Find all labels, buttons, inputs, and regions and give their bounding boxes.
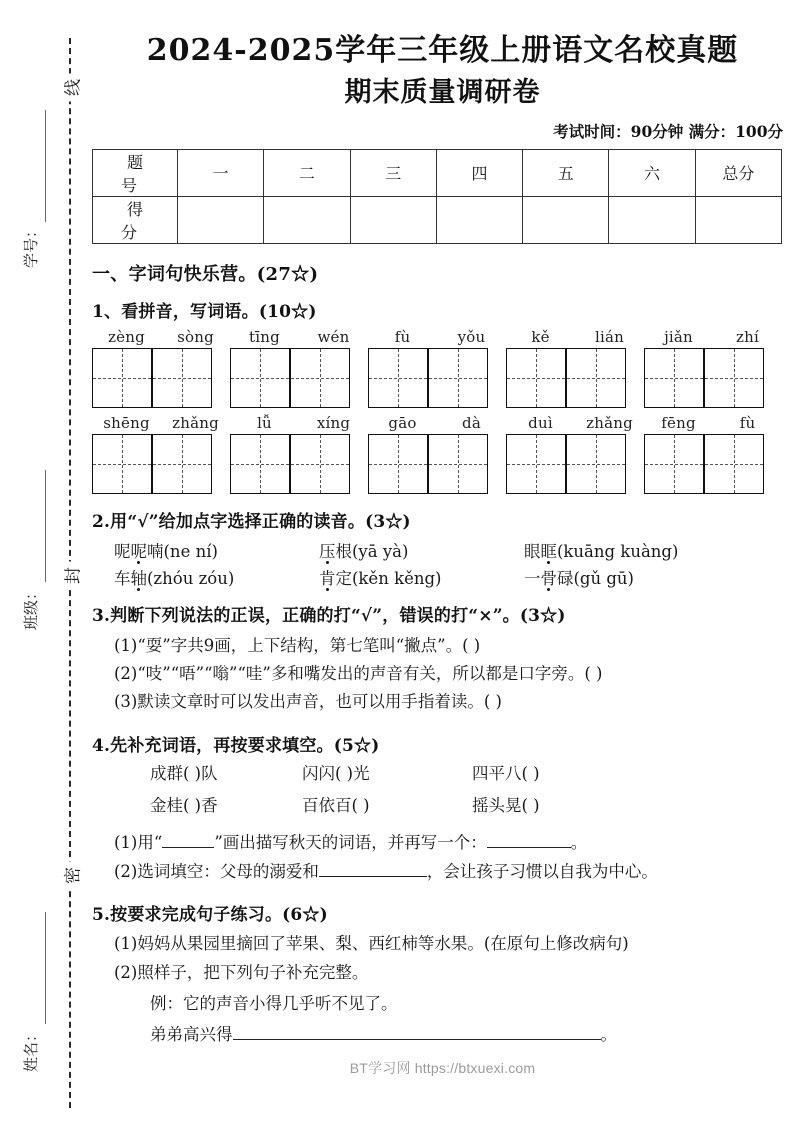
idiom-row-1 xyxy=(92,760,793,788)
writing-grid-cell[interactable] xyxy=(704,434,764,494)
pinyin-syllable: xíng xyxy=(316,413,351,432)
question-5-item-2: (2)照样子，把下列句子补充完整。 xyxy=(114,962,369,982)
question-1-heading: 1、看拼音，写词语。(10☆) xyxy=(92,301,317,322)
col-header-6: 六 xyxy=(609,149,695,196)
pronunciation-options: (yā yà) xyxy=(352,541,409,561)
col-header-4: 四 xyxy=(436,149,522,196)
section-1-heading: 一、字词句快乐营。(27☆) xyxy=(92,263,319,285)
dotted-char: 眶 xyxy=(540,541,557,561)
idiom-blank[interactable]: 四平八( ) xyxy=(472,763,540,783)
pinyin-syllable: jiǎn xyxy=(664,327,693,346)
word-char: 眼 xyxy=(524,541,541,561)
col-header-1: 一 xyxy=(178,149,264,196)
question-3-item-3[interactable]: (3)默读文章时可以发出声音，也可以用手指着读。( ) xyxy=(114,692,502,712)
question-2-row-1 xyxy=(92,538,793,562)
pinyin-group xyxy=(368,328,506,346)
pinyin-group xyxy=(644,414,782,432)
name-label: 姓名： xyxy=(22,1026,40,1072)
class-label: 班级： xyxy=(22,584,40,630)
writing-grid-pair xyxy=(368,348,506,408)
pinyin-group xyxy=(506,414,644,432)
pronunciation-choice[interactable] xyxy=(114,538,319,562)
score-cell-1[interactable] xyxy=(178,196,264,243)
pinyin-syllable: dà xyxy=(462,413,481,432)
idiom-row-2 xyxy=(92,792,793,820)
score-cell-4[interactable] xyxy=(436,196,522,243)
writing-grid-pair xyxy=(506,434,644,494)
question-2-row-2 xyxy=(92,565,793,589)
pinyin-syllable: wén xyxy=(317,327,350,346)
pinyin-syllable: zèng xyxy=(108,327,145,346)
writing-grid-cell[interactable] xyxy=(92,348,152,408)
pronunciation-choice[interactable] xyxy=(524,538,678,562)
pinyin-syllable: lǚ xyxy=(257,413,272,432)
word-char: 根 xyxy=(335,541,352,561)
sub-question-prefix: (1)用“ xyxy=(114,833,163,853)
name-rule xyxy=(45,912,46,1024)
student-id-label: 学号： xyxy=(22,222,40,268)
dotted-char: 压 xyxy=(319,541,336,561)
score-cell-3[interactable] xyxy=(350,196,436,243)
col-header-total: 总分 xyxy=(695,149,781,196)
seal-char-line: 线 xyxy=(56,74,87,102)
question-5-fill-blank xyxy=(92,1021,793,1049)
dotted-char: 肯 xyxy=(319,568,336,588)
exam-meta: 考试时间：90分钟 满分：100分 xyxy=(553,121,783,141)
writing-grid-cell[interactable] xyxy=(506,434,566,494)
pinyin-syllable: fù xyxy=(739,413,756,432)
pronunciation-options: (gǔ gū) xyxy=(573,568,634,588)
writing-grid-cell[interactable] xyxy=(152,434,212,494)
row-header-score: 得 分 xyxy=(93,196,178,243)
table-row-question-numbers xyxy=(93,149,782,196)
question-4-heading: 4.先补充词语，再按要求填空。(5☆) xyxy=(92,735,380,756)
pronunciation-choice[interactable] xyxy=(114,565,319,589)
word-char: 碌 xyxy=(557,568,574,588)
pinyin-group xyxy=(230,328,368,346)
writing-grid-cell[interactable] xyxy=(290,434,350,494)
dotted-char: 轴 xyxy=(130,568,147,588)
pinyin-syllable: sòng xyxy=(177,327,214,346)
pronunciation-choice[interactable] xyxy=(524,565,634,589)
table-row-scores xyxy=(93,196,782,243)
pinyin-syllable: shēng xyxy=(103,413,150,432)
writing-grid-cell[interactable] xyxy=(644,434,704,494)
score-cell-6[interactable] xyxy=(609,196,695,243)
sub-question-suffix: 。 xyxy=(570,833,588,853)
exam-content xyxy=(92,0,793,1122)
writing-grid-cell[interactable] xyxy=(368,434,428,494)
pronunciation-choice[interactable] xyxy=(319,565,524,589)
question-3-item-2[interactable]: (2)“吱”“唔”“嗡”“哇”多和嘴发出的声音有关，所以都是口字旁。( ) xyxy=(114,663,603,683)
pronunciation-options: (kuāng kuàng) xyxy=(557,541,679,561)
student-id-rule xyxy=(45,110,46,222)
question-4-sub-1 xyxy=(92,829,793,857)
pinyin-group xyxy=(644,328,782,346)
seal-char-mi: 密 xyxy=(56,862,87,890)
word-char: 呢 xyxy=(114,541,131,561)
sub-question-middle: ”画出描写秋天的词语，并再写一个： xyxy=(214,833,487,853)
col-header-5: 五 xyxy=(523,149,609,196)
fill-suffix: 。 xyxy=(600,1025,617,1045)
pronunciation-options: (kěn kěng) xyxy=(352,568,442,588)
pinyin-syllable: gāo xyxy=(388,413,417,432)
writing-grid-cell[interactable] xyxy=(566,434,626,494)
dotted-char: 呢 xyxy=(130,541,147,561)
pinyin-group xyxy=(368,414,506,432)
watermark: BT学习网 https://btxuexi.com xyxy=(349,1059,536,1076)
writing-grid-cell[interactable] xyxy=(644,348,704,408)
idiom-blank[interactable]: 闪闪( )光 xyxy=(302,763,370,783)
score-cell-total[interactable] xyxy=(695,196,781,243)
writing-grid-cell[interactable] xyxy=(290,348,350,408)
pinyin-group xyxy=(92,328,230,346)
word-char: 定 xyxy=(335,568,352,588)
pronunciation-choice[interactable] xyxy=(319,538,524,562)
score-cell-2[interactable] xyxy=(264,196,350,243)
writing-grid-cell[interactable] xyxy=(230,434,290,494)
idiom-blank[interactable]: 成群( )队 xyxy=(150,763,218,783)
pinyin-syllable: zhǎng xyxy=(586,413,633,432)
pinyin-group xyxy=(506,328,644,346)
answer-blank[interactable] xyxy=(233,1039,601,1040)
col-header-2: 二 xyxy=(264,149,350,196)
page-title: 2024-2025学年三年级上册语文名校真题 xyxy=(146,33,739,68)
pinyin-group xyxy=(92,414,230,432)
writing-grid-cell[interactable] xyxy=(368,348,428,408)
question-5-heading: 5.按要求完成句子练习。(6☆) xyxy=(92,905,328,926)
pinyin-syllable: lián xyxy=(595,327,624,346)
pronunciation-options: (ne ní) xyxy=(163,541,218,561)
idiom-blank[interactable]: 摇头晃( ) xyxy=(472,796,540,816)
writing-grid-pair xyxy=(92,434,230,494)
score-cell-5[interactable] xyxy=(523,196,609,243)
writing-grid-pair xyxy=(230,348,368,408)
col-header-3: 三 xyxy=(350,149,436,196)
writing-grid-cell[interactable] xyxy=(566,348,626,408)
page-subtitle: 期末质量调研卷 xyxy=(344,76,541,108)
pinyin-group xyxy=(230,414,368,432)
pinyin-row-2 xyxy=(92,414,782,432)
writing-grid-pair xyxy=(368,434,506,494)
writing-grid-cell[interactable] xyxy=(230,348,290,408)
writing-grid-cell[interactable] xyxy=(506,348,566,408)
sealing-line-margin xyxy=(0,0,92,1122)
writing-grid-pair xyxy=(92,348,230,408)
writing-grid-cell[interactable] xyxy=(92,434,152,494)
class-rule xyxy=(45,470,46,582)
writing-grid-cell[interactable] xyxy=(428,348,488,408)
sub-question-suffix: ，会让孩子习惯以自我为中心。 xyxy=(426,861,658,881)
pinyin-syllable: fēng xyxy=(661,413,696,432)
question-5-item-1[interactable]: (1)妈妈从果园里摘回了苹果、梨、西红柿等水果。(在原句上修改病句) xyxy=(114,934,629,954)
writing-grid-cell[interactable] xyxy=(428,434,488,494)
row-header-question-number: 题 号 xyxy=(93,149,178,196)
writing-grid-cell[interactable] xyxy=(152,348,212,408)
idiom-blank[interactable]: 金桂( )香 xyxy=(150,796,218,816)
pinyin-syllable: duì xyxy=(528,413,553,432)
writing-grid-pair xyxy=(506,348,644,408)
pronunciation-options: (zhóu zóu) xyxy=(147,568,235,588)
writing-grid-pair xyxy=(644,434,782,494)
sub-question-prefix: (2)选词填空：父母的溺爱和 xyxy=(114,861,319,881)
dotted-char: 骨 xyxy=(540,568,557,588)
score-table xyxy=(92,149,782,244)
question-4-sub-2 xyxy=(92,858,793,886)
pinyin-syllable: zhǎng xyxy=(172,413,219,432)
fill-prefix: 弟弟高兴得 xyxy=(150,1025,233,1045)
answer-blank[interactable] xyxy=(319,876,427,877)
question-5-example: 例：它的声音小得几乎听不见了。 xyxy=(150,993,398,1013)
question-2-heading: 2.用“√”给加点字选择正确的读音。(3☆) xyxy=(92,511,411,532)
question-3-heading: 3.判断下列说法的正误，正确的打“√”，错误的打“×”。(3☆) xyxy=(92,605,566,626)
pinyin-row-1 xyxy=(92,328,782,346)
answer-blank[interactable] xyxy=(487,847,571,848)
idiom-blank[interactable]: 百依百( ) xyxy=(302,796,370,816)
writing-grid-row-1 xyxy=(92,348,782,408)
writing-grid-row-2 xyxy=(92,434,782,494)
seal-char-feng: 封 xyxy=(56,562,87,590)
writing-grid-cell[interactable] xyxy=(704,348,764,408)
pinyin-syllable: tīng xyxy=(249,327,280,346)
writing-grid-pair xyxy=(230,434,368,494)
pinyin-syllable: zhí xyxy=(736,327,759,346)
writing-grid-pair xyxy=(644,348,782,408)
word-char: 车 xyxy=(114,568,131,588)
pinyin-syllable: yǒu xyxy=(457,327,486,346)
pinyin-syllable: kě xyxy=(531,327,550,346)
question-3-item-1[interactable]: (1)“耍”字共9画，上下结构，第七笔叫“撇点”。( ) xyxy=(114,635,481,655)
word-char: 一 xyxy=(524,568,541,588)
pinyin-syllable: fù xyxy=(394,327,411,346)
word-char: 喃 xyxy=(147,541,164,561)
underline-mark-blank[interactable] xyxy=(162,847,214,848)
